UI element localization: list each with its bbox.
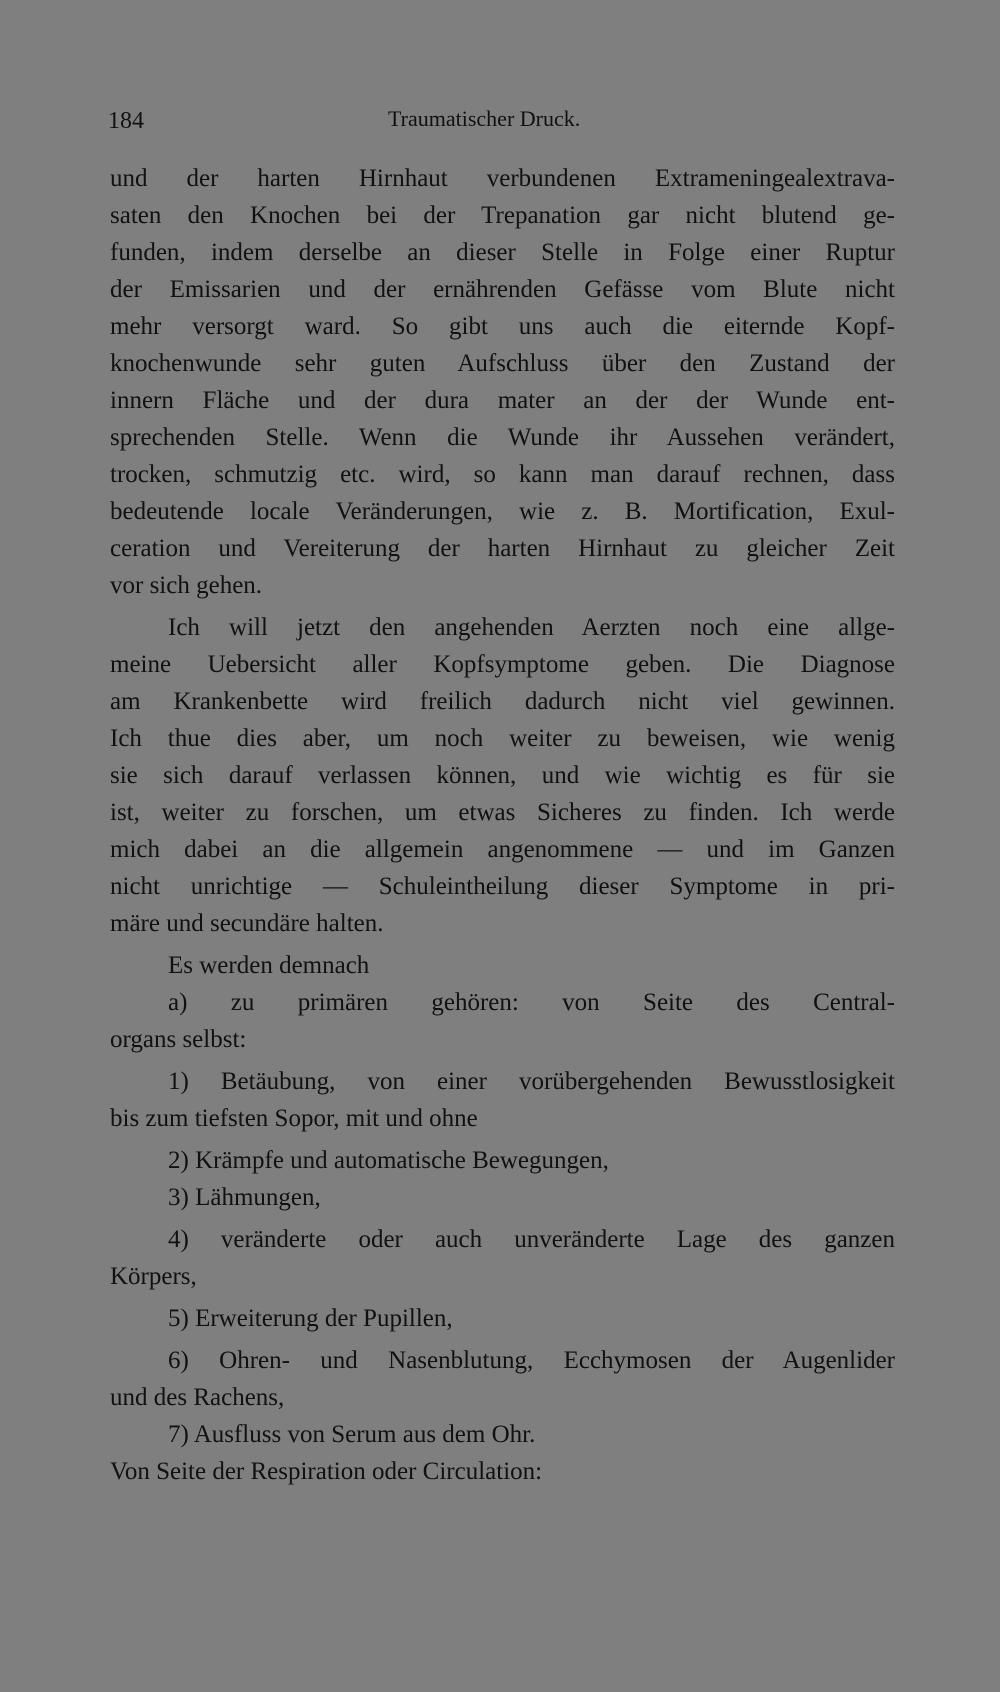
text-line: mich dabei an die allgemein angenommene — und im Ganzen xyxy=(110,836,895,863)
list-item: 2) Krämpfe und automatische Bewegungen, xyxy=(168,1147,609,1174)
text-line: und des Rachens, xyxy=(110,1384,285,1411)
list-item: 7) Ausfluss von Serum aus dem Ohr. xyxy=(168,1421,536,1448)
text-line: bis zum tiefsten Sopor, mit und ohne xyxy=(110,1105,478,1132)
text-line: bedeutende locale Veränderungen, wie z. B. Mortification, Exul- xyxy=(110,498,895,525)
text-line: sie sich darauf verlassen können, und wie wichtig es für sie xyxy=(110,762,895,789)
text-line: organs selbst: xyxy=(110,1026,247,1053)
text-line: Ich will jetzt den angehenden Aerzten noch eine allge- xyxy=(168,614,895,641)
text-line: trocken, schmutzig etc. wird, so kann man darauf rechnen, dass xyxy=(110,461,895,488)
text-line: ceration und Vereiterung der harten Hirnhaut zu gleicher Zeit xyxy=(110,535,895,562)
list-item: 5) Erweiterung der Pupillen, xyxy=(168,1305,453,1332)
list-item: 6) Ohren- und Nasenblutung, Ecchymosen der Augenlider xyxy=(168,1347,895,1374)
text-line: saten den Knochen bei der Trepanation gar nicht blutend ge- xyxy=(110,202,895,229)
text-line: vor sich gehen. xyxy=(110,572,263,599)
text-line: am Krankenbette wird freilich dadurch nicht viel gewinnen. xyxy=(110,688,895,715)
text-line: der Emissarien und der ernährenden Gefässe vom Blute nicht xyxy=(110,276,895,303)
page-header xyxy=(108,100,900,140)
text-line: Körpers, xyxy=(110,1263,197,1290)
body-text xyxy=(110,160,895,1490)
text-line: ist, weiter zu forschen, um etwas Sicheres zu finden. Ich werde xyxy=(110,799,895,826)
text-line: mehr versorgt ward. So gibt uns auch die eiternde Kopf- xyxy=(110,313,895,340)
text-line: Ich thue dies aber, um noch weiter zu beweisen, wie wenig xyxy=(110,725,895,752)
running-title: Traumatischer Druck. xyxy=(388,106,581,131)
list-item: 1) Betäubung, von einer vorübergehenden Bewusstlosigkeit xyxy=(168,1068,895,1095)
text-line: und der harten Hirnhaut verbundenen Extrameningealextrava- xyxy=(110,165,895,192)
list-item: 4) veränderte oder auch unveränderte Lage des ganzen xyxy=(168,1226,895,1253)
text-line: nicht unrichtige — Schuleintheilung dieser Symptome in pri- xyxy=(110,873,895,900)
text-line: Von Seite der Respiration oder Circulation: xyxy=(110,1458,543,1485)
page-number: 184 xyxy=(108,108,144,134)
text-line: märe und secundäre halten. xyxy=(110,910,384,937)
text-line: funden, indem derselbe an dieser Stelle in Folge einer Ruptur xyxy=(110,239,895,266)
list-item: 3) Lähmungen, xyxy=(168,1184,321,1211)
text-line: knochenwunde sehr guten Aufschluss über den Zustand der xyxy=(110,350,895,377)
text-line: innern Fläche und der dura mater an der der Wunde ent- xyxy=(110,387,895,414)
text-line: sprechenden Stelle. Wenn die Wunde ihr Aussehen verändert, xyxy=(110,424,895,451)
text-line: Es werden demnach xyxy=(168,952,370,979)
text-line: meine Uebersicht aller Kopfsymptome geben. Die Diagnose xyxy=(110,651,895,678)
text-line: a) zu primären gehören: von Seite des Central- xyxy=(168,989,895,1016)
